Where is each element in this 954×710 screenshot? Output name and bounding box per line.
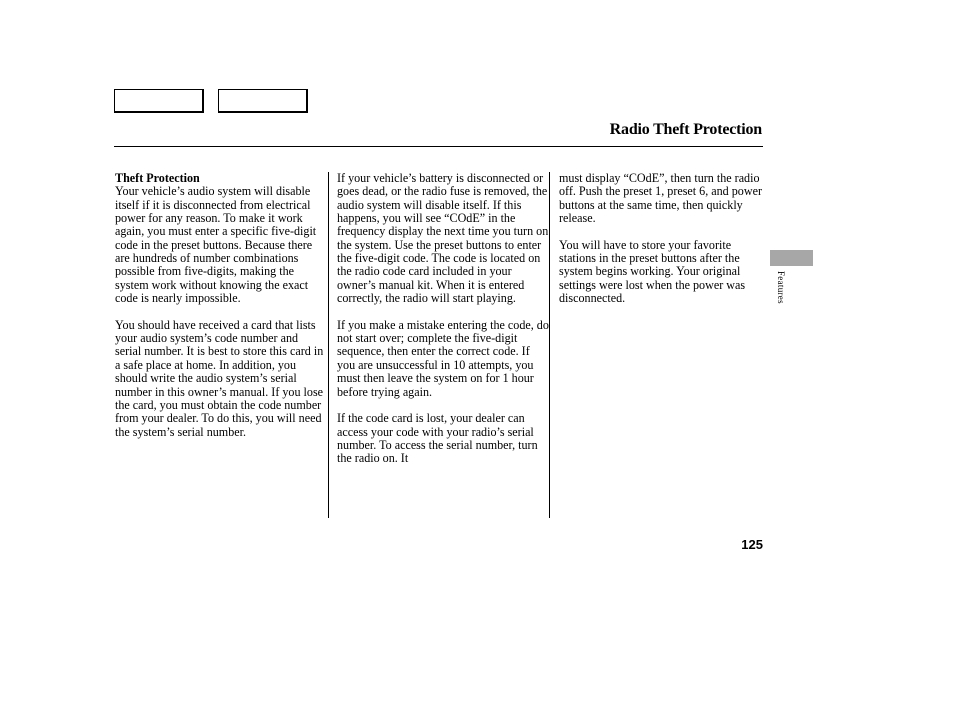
previous-page-button[interactable] bbox=[114, 89, 204, 113]
column-2-paragraph-3: If the code card is lost, your dealer can access your code with your radio’s serial number. To access the serial number, turn the radio on. It bbox=[337, 411, 538, 466]
column-divider-2 bbox=[549, 172, 550, 518]
paragraph-text: Your vehicle’s audio system will disable itself if it is disconnected from electrical power for any reason. To make it work again, you must enter a specific five-digit code in the preset buttons. Because there are hundreds of number combinations possible from five-digits, making the system work without knowing the exact code is nearly impossible. bbox=[115, 184, 317, 306]
column-1-paragraph-2: You should have received a card that lists your audio system’s code number and serial number. It is best to store this card in a safe place at home. In addition, you should write the audio system’s serial number in this owner’s manual. If you lose the card, you must obtain the code number from your dealer. To do this, you will need the system’s serial number. bbox=[115, 317, 324, 439]
column-divider-1 bbox=[328, 172, 329, 518]
text-column-2 bbox=[337, 172, 549, 479]
text-column-3 bbox=[559, 172, 765, 319]
column-3-paragraph-2: You will have to store your favorite stations in the preset buttons after the system begins working. Your original settings were lost when the power was disconnected. bbox=[559, 237, 746, 306]
text-column-1 bbox=[115, 172, 327, 452]
column-3-paragraph-1: must display “COdE”, then turn the radio off. Push the preset 1, preset 6, and power buttons at the same time, then quickly release. bbox=[559, 171, 762, 226]
page-title: Radio Theft Protection bbox=[609, 121, 762, 138]
section-tab-label: Features bbox=[776, 271, 786, 304]
column-2-paragraph-1: If your vehicle’s battery is disconnected or goes dead, or the radio fuse is removed, the audio system will disable itself. If this happens, you will see “COdE” in the frequency display the next time you turn on the system. Use the preset buttons to enter the five-digit code. The code is located on the radio code card included in your owner’s manual kit. When it is entered correctly, the radio will start playing. bbox=[337, 171, 549, 306]
column-1-paragraph-1 bbox=[115, 172, 327, 305]
section-tab bbox=[770, 250, 813, 266]
page-number: 125 bbox=[741, 537, 763, 552]
section-heading: Theft Protection bbox=[115, 171, 200, 185]
next-page-button[interactable] bbox=[218, 89, 308, 113]
column-2-paragraph-2: If you make a mistake entering the code, do not start over; complete the five-digit sequence, then enter the correct code. If you are unsuccessful in 10 attempts, you must then leave the system on for 1 hour before trying again. bbox=[337, 317, 549, 399]
header-rule bbox=[114, 146, 763, 147]
